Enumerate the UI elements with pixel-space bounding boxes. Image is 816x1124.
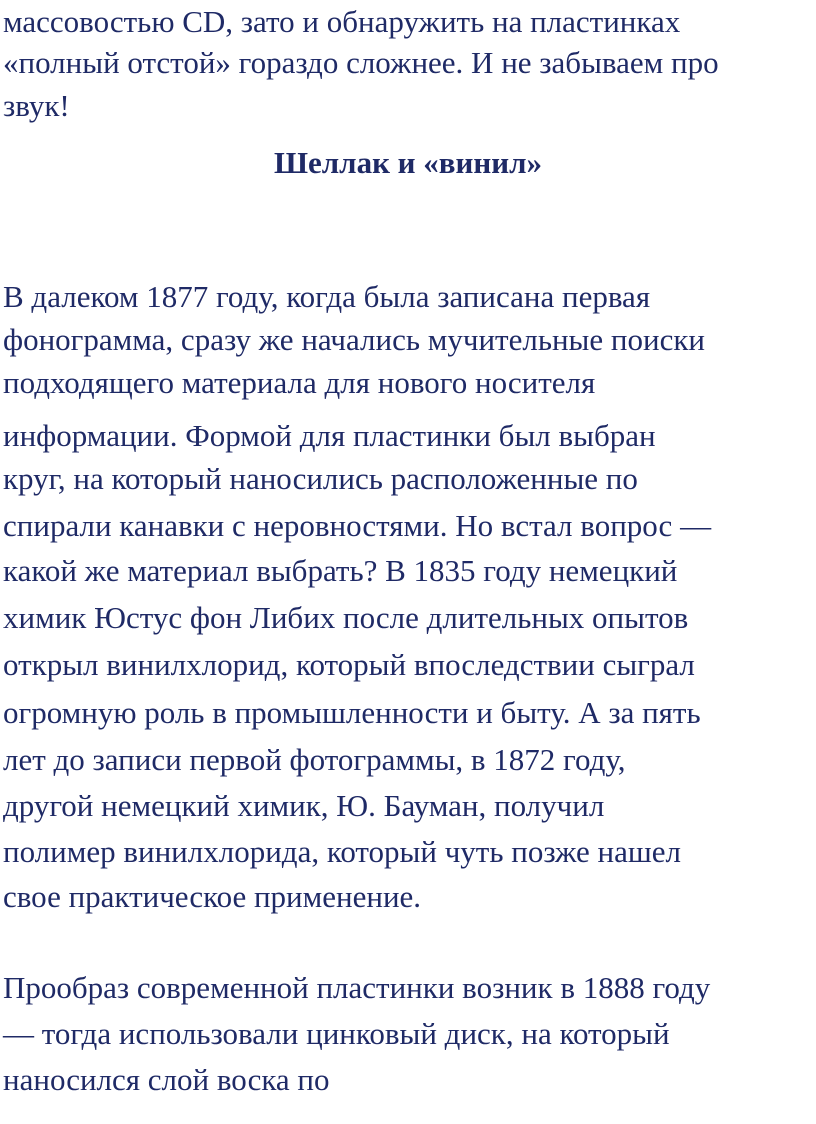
paragraph-line: огромную роль в промышленности и быту. А за пять (3, 695, 701, 730)
paragraph-line: какой же материал выбрать? В 1835 году немецкий (3, 553, 678, 588)
intro-line: «полный отстой» гораздо сложнее. И не забываем про (3, 45, 719, 80)
paragraph-line: лет до записи первой фотограммы, в 1872 году, (3, 742, 626, 777)
paragraph-line: спирали канавки с неровностями. Но встал вопрос — (3, 508, 712, 543)
section-heading: Шеллак и «винил» (273, 145, 543, 180)
paragraph-line: В далеком 1877 году, когда была записана первая (3, 279, 651, 314)
paragraph-line: наносился слой воска по (3, 1062, 330, 1097)
paragraph-line: полимер винилхлорида, который чуть позже нашел (3, 834, 681, 869)
paragraph-line: — тогда использовали цинковый диск, на который (3, 1016, 670, 1051)
paragraph-line: фонограмма, сразу же начались мучительные поиски (3, 322, 705, 357)
paragraph-line: другой немецкий химик, Ю. Бауман, получил (3, 788, 605, 823)
paragraph-line: Прообраз современной пластинки возник в 1888 году (3, 970, 711, 1005)
paragraph-line: подходящего материала для нового носителя (3, 365, 596, 400)
paragraph-line: круг, на который наносились расположенные по (3, 461, 638, 496)
intro-line: звук! (3, 88, 70, 123)
paragraph-line: химик Юстус фон Либих после длительных опытов (3, 600, 689, 635)
paragraph-line: свое практическое применение. (3, 879, 422, 914)
paragraph-line: открыл винилхлорид, который впоследствии сыграл (3, 647, 695, 682)
intro-line: массовостью CD, зато и обнаружить на пластинках (3, 4, 681, 39)
paragraph-line: информации. Формой для пластинки был выбран (3, 418, 656, 453)
